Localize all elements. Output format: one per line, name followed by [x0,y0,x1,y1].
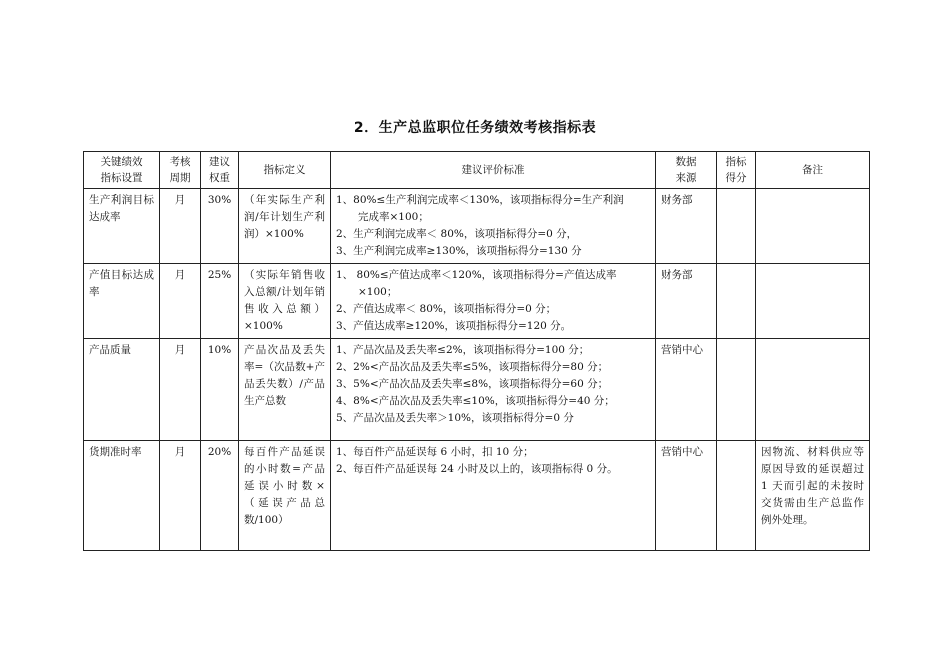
cell-notes [756,339,870,441]
cell-indicator: 产值目标达成率 [84,264,160,339]
table-row [84,339,870,441]
cell-notes [756,189,870,264]
cell-source: 财务部 [656,264,717,339]
cell-definition: （实际年销售收入总额/计划年销售收入总额）×100% [239,264,331,339]
header-source: 数据 来源 [656,152,717,189]
cell-period: 月 [160,189,201,264]
header-definition: 指标定义 [239,152,331,189]
kpi-table [83,151,870,551]
header-notes: 备注 [756,152,870,189]
table-header-row [84,152,870,189]
table-row [84,264,870,339]
header-period: 考核 周期 [160,152,201,189]
cell-weight: 10% [201,339,239,441]
cell-period: 月 [160,264,201,339]
cell-criteria: 1、 80%≤产值达成率＜120%，该项指标得分=产值达成率 ×100； 2、产值达成率＜ 80%，该项指标得分=0 分； 3、产值达成率≥120%，该项指标得分=120 分。 [331,264,656,339]
cell-definition: （年实际生产利润/年计划生产利润）×100% [239,189,331,264]
table-row [84,441,870,551]
cell-period: 月 [160,339,201,441]
cell-score [717,339,756,441]
header-weight: 建议 权重 [201,152,239,189]
cell-source: 营销中心 [656,441,717,551]
cell-weight: 25% [201,264,239,339]
cell-indicator: 产品质量 [84,339,160,441]
cell-criteria: 1、80%≤生产利润完成率＜130%，该项指标得分=生产利润 完成率×100； 2、生产利润完成率＜ 80%，该项指标得分=0 分， 3、生产利润完成率≥130%，该项指标得分=130 分 [331,189,656,264]
cell-weight: 30% [201,189,239,264]
cell-period: 月 [160,441,201,551]
cell-notes: 因物流、材料供应等原因导致的延误超过 1 天而引起的未按时交货需由生产总监作例外处理。 [756,441,870,551]
header-criteria: 建议评价标准 [331,152,656,189]
cell-source: 营销中心 [656,339,717,441]
cell-definition: 产品次品及丢失率=（次品数+产品丢失数）/产品生产总数 [239,339,331,441]
header-indicator: 关键绩效 指标设置 [84,152,160,189]
header-score: 指标 得分 [717,152,756,189]
cell-score [717,189,756,264]
page-title: 2．生产总监职位任务绩效考核指标表 [353,120,597,136]
cell-score [717,441,756,551]
cell-indicator: 生产利润目标达成率 [84,189,160,264]
cell-source: 财务部 [656,189,717,264]
cell-criteria: 1、产品次品及丢失率≤2%，该项指标得分=100 分； 2、2%<产品次品及丢失率≤5%，该项指标得分=80 分； 3、5%<产品次品及丢失率≤8%，该项指标得分=60 分； 4、8%<产品次品及丢失率≤10%，该项指标得分=40 分； 5、产品次品及丢失率＞10%，该项指标得分=0 分 [331,339,656,441]
cell-notes [756,264,870,339]
cell-score [717,264,756,339]
cell-weight: 20% [201,441,239,551]
table-row [84,189,870,264]
cell-criteria: 1、每百件产品延误每 6 小时，扣 10 分； 2、每百件产品延误每 24 小时及以上的，该项指标得 0 分。 [331,441,656,551]
cell-indicator: 货期准时率 [84,441,160,551]
cell-definition: 每百件产品延误的小时数=产品延误小时数×（延误产品总数/100） [239,441,331,551]
